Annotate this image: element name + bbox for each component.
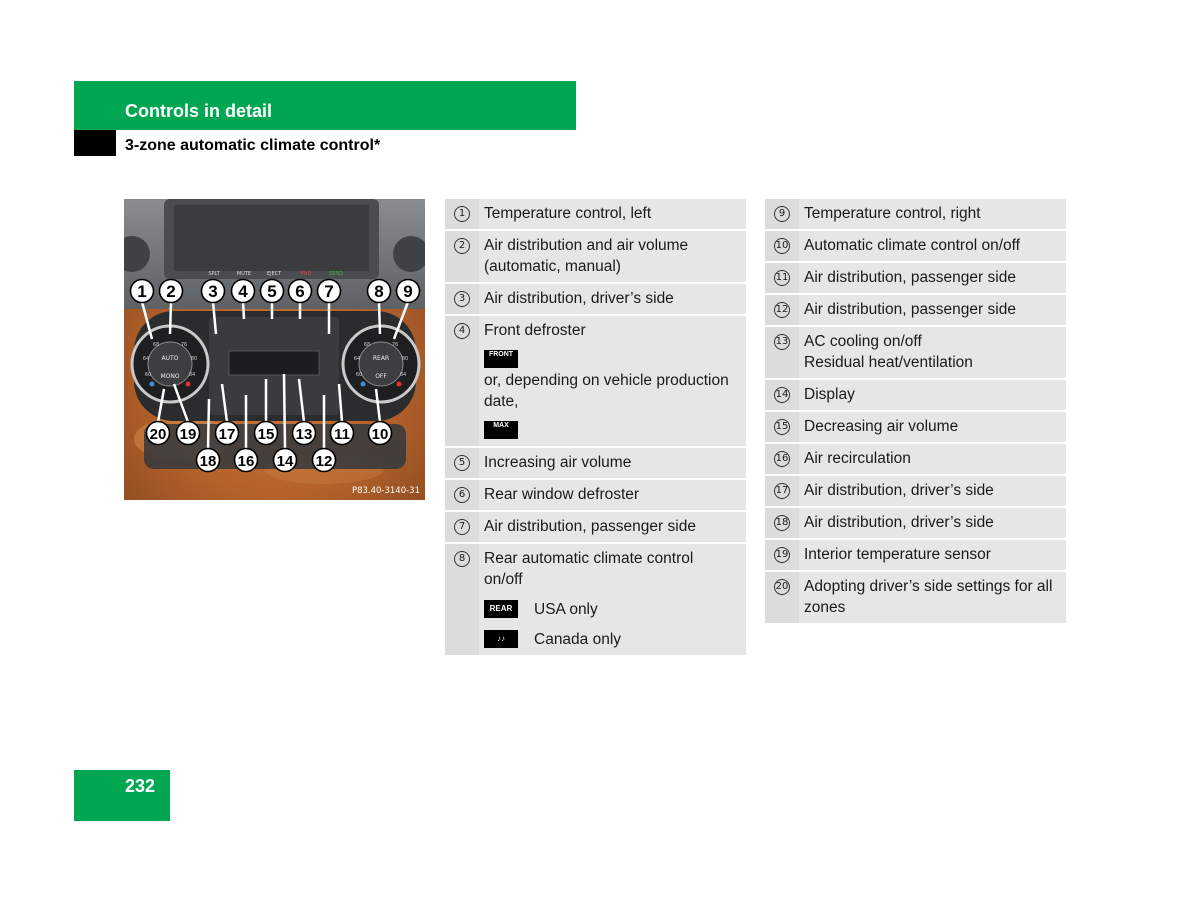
legend-number-cell [765, 199, 799, 229]
callout-number: 18 [774, 515, 790, 531]
callout-number: 16 [774, 451, 790, 467]
dial-right-label-top: REAR [372, 355, 390, 362]
legend-number-cell [765, 327, 799, 378]
legend-number-cell [445, 231, 479, 282]
legend-text: date, [484, 393, 519, 410]
legend-description [799, 231, 1066, 261]
dial-right-tick: 80 [401, 356, 409, 362]
callout-label: 5 [267, 282, 277, 301]
legend-description [799, 263, 1066, 293]
legend-row [445, 544, 746, 655]
legend-row [445, 199, 746, 231]
legend-text: Rear window defroster [484, 486, 640, 503]
legend-row [445, 448, 746, 480]
button-symbol-icon: REAR [484, 600, 518, 618]
legend-row [765, 540, 1066, 572]
callout-label: 13 [295, 426, 313, 443]
callout-number: 19 [774, 547, 790, 563]
legend-description [479, 448, 746, 478]
legend-text: (automatic, manual) [484, 258, 621, 275]
callout-number: 20 [774, 579, 790, 595]
legend-description [799, 476, 1066, 506]
legend-description [799, 444, 1066, 474]
callout-label: 17 [218, 426, 236, 443]
legend-row [445, 284, 746, 316]
cool-indicator-icon [150, 382, 155, 387]
callout-label: 6 [295, 282, 305, 301]
callout-number: 4 [454, 323, 470, 339]
symbol-option [484, 628, 740, 650]
callout-number: 8 [454, 551, 470, 567]
legend-number-cell [765, 295, 799, 325]
legend-row [765, 295, 1066, 327]
legend-description [479, 199, 746, 229]
dial-left-tick: 68 [152, 342, 160, 348]
section-title: Controls in detail [125, 101, 273, 121]
legend-number-cell [445, 199, 479, 229]
leader-line [208, 399, 209, 449]
dial-left-tick: 60 [144, 372, 152, 378]
legend-number-cell [765, 476, 799, 506]
legend-row [445, 512, 746, 544]
dial-right-tick: 84 [399, 372, 407, 378]
legend-number-cell [765, 263, 799, 293]
callout-number: 3 [454, 291, 470, 307]
legend-text: Residual heat/ventilation [804, 354, 973, 371]
callout-label: 15 [257, 426, 275, 443]
radio-button-label: SEND [329, 271, 343, 277]
button-symbol-icon: MAX [484, 421, 518, 439]
legend-text: Temperature control, right [804, 205, 981, 222]
button-symbol-icon: FRONT [484, 350, 518, 368]
legend-description [799, 540, 1066, 570]
legend-description [799, 508, 1066, 538]
leader-line [284, 374, 285, 449]
legend-description [799, 412, 1066, 442]
symbol-option [484, 598, 740, 620]
legend-row [765, 380, 1066, 412]
legend-row [765, 263, 1066, 295]
legend-number-cell [765, 572, 799, 623]
dial-left-tick: 64 [142, 356, 150, 362]
dial-right-tick: 64 [353, 356, 361, 362]
callout-label: 20 [149, 426, 167, 443]
legend-number-cell [445, 512, 479, 542]
callout-label: 1 [137, 282, 147, 301]
warm-indicator-icon [186, 382, 191, 387]
legend-row [765, 444, 1066, 476]
legend-text: AC cooling on/off [804, 333, 922, 350]
callout-label: 9 [403, 282, 413, 301]
legend-text: Temperature control, left [484, 205, 652, 222]
legend-text: Decreasing air volume [804, 418, 959, 435]
legend-description [479, 544, 746, 655]
callout-legend-right [765, 199, 1066, 623]
legend-text: on/off [484, 571, 523, 588]
legend-description [799, 327, 1066, 378]
legend-text: Rear automatic climate control [484, 550, 694, 567]
radio-button-label: MUTE [236, 271, 252, 277]
symbol-line [484, 341, 740, 370]
legend-description [479, 231, 746, 282]
legend-description [479, 284, 746, 314]
legend-text: Air recirculation [804, 450, 911, 467]
legend-row [765, 231, 1066, 263]
callout-label: 10 [371, 426, 389, 443]
callout-label: 14 [276, 453, 294, 470]
legend-text: Increasing air volume [484, 454, 632, 471]
leader-line [170, 302, 171, 334]
figure-caption: P83.40-3140-31 [351, 486, 420, 496]
symbol-line [484, 412, 740, 441]
dial-left-label-bottom: MONO [160, 373, 180, 380]
callout-label: 19 [179, 426, 197, 443]
legend-number-cell [765, 444, 799, 474]
callout-number: 11 [774, 270, 790, 286]
callout-number: 17 [774, 483, 790, 499]
legend-number-cell [765, 231, 799, 261]
legend-description [799, 295, 1066, 325]
radio-button-label: EJECT [266, 271, 282, 277]
legend-text: Air distribution, passenger side [804, 269, 1016, 286]
legend-text: or, depending on vehicle production [484, 372, 729, 389]
dial-right-tick: 60 [355, 372, 363, 378]
legend-text: Air distribution, passenger side [484, 518, 696, 535]
callout-label: 18 [199, 453, 217, 470]
climate-control-photo [124, 199, 425, 500]
legend-text: Air distribution, passenger side [804, 301, 1016, 318]
legend-row [765, 572, 1066, 623]
legend-number-cell [445, 284, 479, 314]
callout-label: 12 [315, 453, 333, 470]
callout-number: 9 [774, 206, 790, 222]
callout-label: 8 [374, 282, 384, 301]
climate-control-illustration [124, 199, 425, 500]
legend-number-cell [765, 540, 799, 570]
warm-indicator-icon [397, 382, 402, 387]
page-number: 232 [125, 776, 156, 796]
callout-number: 5 [454, 455, 470, 471]
leader-line [243, 302, 244, 319]
legend-text: Air distribution, driver’s side [484, 290, 674, 307]
radio-button-label: END [300, 271, 312, 277]
legend-text: Display [804, 386, 855, 403]
legend-description [479, 512, 746, 542]
legend-text: Air distribution, driver’s side [804, 482, 994, 499]
callout-label: 2 [166, 282, 176, 301]
page-subheading: 3-zone automatic climate control* [125, 137, 381, 154]
radio-button-label: SPLT [208, 271, 220, 277]
dial-right-tick: 76 [391, 342, 399, 348]
legend-text: Front defroster [484, 322, 586, 339]
callout-number: 1 [454, 206, 470, 222]
dial-left-label-top: AUTO [161, 355, 179, 362]
callout-number: 6 [454, 487, 470, 503]
legend-number-cell [445, 544, 479, 655]
legend-row [445, 480, 746, 512]
legend-number-cell [445, 480, 479, 510]
leader-line [379, 302, 380, 334]
callout-label: 11 [334, 426, 350, 443]
option-label: USA only [534, 600, 598, 618]
legend-text: Adopting driver’s side settings for all [804, 578, 1053, 595]
callout-number: 2 [454, 238, 470, 254]
callout-number: 15 [774, 419, 790, 435]
legend-row [445, 316, 746, 448]
legend-number-cell [445, 316, 479, 446]
cool-indicator-icon [361, 382, 366, 387]
legend-text: Air distribution, driver’s side [804, 514, 994, 531]
section-header-bar [74, 81, 576, 130]
dial-left-tick: 76 [180, 342, 188, 348]
dial-left-tick: 80 [190, 356, 198, 362]
legend-row [445, 231, 746, 284]
callout-label: 3 [208, 282, 218, 301]
callout-label: 16 [237, 453, 255, 470]
callout-number: 7 [454, 519, 470, 535]
callout-number: 14 [774, 387, 790, 403]
section-marker [74, 130, 116, 156]
callout-number: 12 [774, 302, 790, 318]
legend-text: Automatic climate control on/off [804, 237, 1020, 254]
legend-row [765, 412, 1066, 444]
legend-row [765, 327, 1066, 380]
button-symbol-icon: ♪♪ [484, 630, 518, 648]
legend-description [799, 572, 1066, 623]
callout-number: 13 [774, 334, 790, 350]
legend-description [799, 380, 1066, 410]
option-label: Canada only [534, 630, 622, 648]
callout-label: 4 [238, 282, 248, 301]
dial-right-tick: 68 [363, 342, 371, 348]
legend-text: Air distribution and air volume [484, 237, 689, 254]
legend-number-cell [765, 380, 799, 410]
legend-description [799, 199, 1066, 229]
legend-number-cell [445, 448, 479, 478]
dial-right-label-bottom: OFF [375, 373, 387, 380]
legend-number-cell [765, 508, 799, 538]
legend-description [479, 480, 746, 510]
legend-text: zones [804, 599, 846, 616]
legend-description [479, 316, 746, 446]
callout-legend-left [445, 199, 746, 655]
legend-row [765, 476, 1066, 508]
dial-left-tick: 84 [188, 372, 196, 378]
legend-number-cell [765, 412, 799, 442]
legend-row [765, 508, 1066, 540]
legend-text: Interior temperature sensor [804, 546, 991, 563]
legend-row [765, 199, 1066, 231]
callout-label: 7 [324, 282, 334, 301]
callout-number: 10 [774, 238, 790, 254]
page-number-box [74, 770, 170, 821]
